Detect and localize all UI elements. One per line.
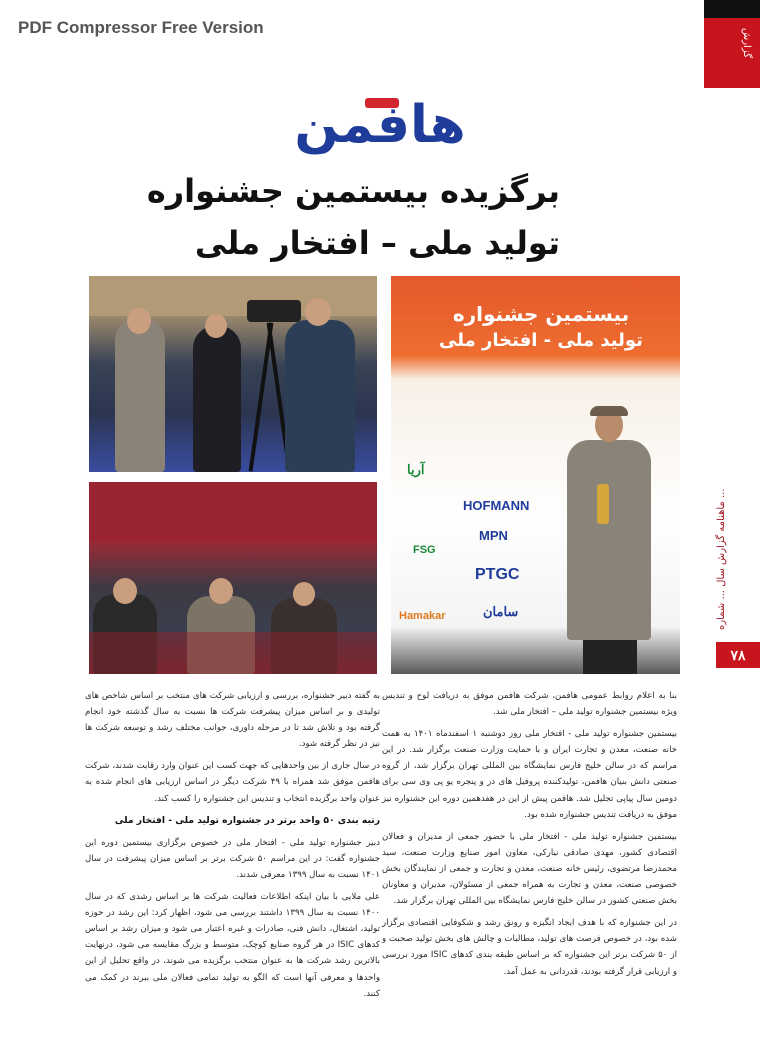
photo-award-winner	[391, 276, 680, 674]
sponsor-logo-4: FSG	[413, 544, 436, 556]
article-title-line-2: تولید ملی – افتخار ملی	[194, 224, 560, 262]
banner-line-1: بیستمین جشنواره	[452, 302, 630, 326]
sponsor-logo-1: آریا	[407, 462, 425, 477]
sponsor-logo-3: MPN	[479, 528, 508, 543]
sponsor-logo-7: سامان	[483, 604, 519, 619]
article-column-right: بنا به اعلام روابط عمومی هافمن، شرکت هافمن موفق به دریافت لوح و تندیس ویژه بیستمین جشنواره تولید ملی – افتخار ملی شد. بیستمین جشنواره تولید ملی - افتخار ملی روز دوشنبه ۱ اسفندماه ۱۴۰۱ به همت خانه صنعت، معدن و تجارت ایران و با حمایت وزارت صنعت برگزار شد. در این مراسم که در سالن خلیج فارس نمایشگاه بین المللی تهران برگزار شد، از گروه صنعتی دانش بنیان هافمن، تولیدکننده پروفیل های در و پنجره یو پی وی سی برای دومین سال پیاپی تجلیل شد. هافمن پیش از این در هفدهمین دوره این جشنواره نیز موفق به دریافت تندیس جشنواره شده بود. بیستمین جشنواره تولید ملی - افتخار ملی با حضور جمعی از مدیران و فعالان اقتصادی کشور، مهدی صادقی نیارکی، معاون امور صنایع وزارت صنعت، سید محمدرضا مرتضوی، رئیس خانه صنعت، معدن و تجارت و جمعی از نمایندگان بخش خصوصی صنعت، معدن و تجارت به همراه جمعی از مسئولان، مدیران و معاونان بخش صنعتی کشور در سالن خلیج فارس نمایشگاه بین المللی تهران برگزار شد. در این جشنواره که با هدف ایجاد انگیزه و رونق رشد و شکوفایی اقتصادی برگزار شده بود، در خصوص فرصت های تولید، مطالبات و چالش های بخش تولید صحبت و از ۵۰ شرکت برتر این جشنواره که بر اساس طبقه بندی کدهای ISIC مورد بررسی و ارزیابی قرار گرفته بودند، قدردانی به عمل آمد.	[382, 691, 677, 977]
side-strip: ماهنامه گزارش سال ... شماره ...	[716, 488, 727, 630]
brand-logo: هافمن	[294, 95, 466, 155]
sponsor-logo-5: PTGC	[475, 566, 520, 583]
article-title-line-1: برگزیده بیستمین جشنواره	[146, 172, 560, 210]
sponsor-logo-6: Hamakar	[399, 610, 446, 622]
article-column-left: به گفته دبیر جشنواره، بررسی و ارزیابی شرکت های منتخب بر اساس شاخص های تولیدی و بر اساس میزان پیشرفت شرکت ها نسبت به سال گذشته خود انجام گرفته بود و تلاش شد تا در مرحله داوری، جوانب مختلف رشد و توسعه شرکت ها نیز در نظر گرفته شود. در سال جاری از بین واحدهایی که جهت کسب این عنوان وارد رقابت شدند، شرکت هافمن موفق شد همراه با ۴۹ شرکت دیگر در اساس ارزیابی های انجام شده به عنوان واحد برگزیده انتخاب و تندیس این جشنواره را کسب کند. رتبه بندی ۵۰ واحد برتر در جشنواره تولید ملی - افتخار ملی دبیر جشنواره تولید ملی - افتخار ملی در خصوص برگزاری بیستمین دوره این جشنواره گفت: در این مراسم ۵۰ شرکت برتر بر اساس میزان پیشرفت در سال ۱۴۰۱ نسبت به سال ۱۳۹۹ معرفی شدند. علی ملایی با بیان اینکه اطلاعات فعالیت شرکت ها بر اساس رشدی که در سال ۱۴۰۰ نسبت به سال ۱۳۹۹ داشتند بررسی می شود، اظهار کرد: این رشد در حوزه تولید، اشتغال، دانش فنی، صادرات و غیره اعتبار می شود و میزان رشد بر اساس کدهای ISIC در هر گروه صنایع کوچک، متوسط و بزرگ مقایسه می شود، درنهایت بالاترین رشد شرکت ها به عنوان منتخب برگزیده می شوند، در واقع تحلیل از این واحدها و معرفی آنها است که الگو به تولید تمامی فعالان ملی ببرند در کمک می کنند.	[85, 691, 381, 999]
watermark: PDF Compressor Free Version	[18, 18, 264, 37]
page-number: ۷۸	[716, 642, 760, 668]
banner-line-2: تولید ملی - افتخار ملی	[439, 330, 643, 351]
photo-audience	[89, 482, 377, 674]
photo-camera-crew	[89, 276, 377, 472]
sponsor-logo-2: HOFMANN	[463, 498, 530, 513]
section-tab-top	[704, 0, 760, 18]
section-tab-label: گزارش	[741, 28, 752, 59]
section-tab	[704, 0, 760, 88]
